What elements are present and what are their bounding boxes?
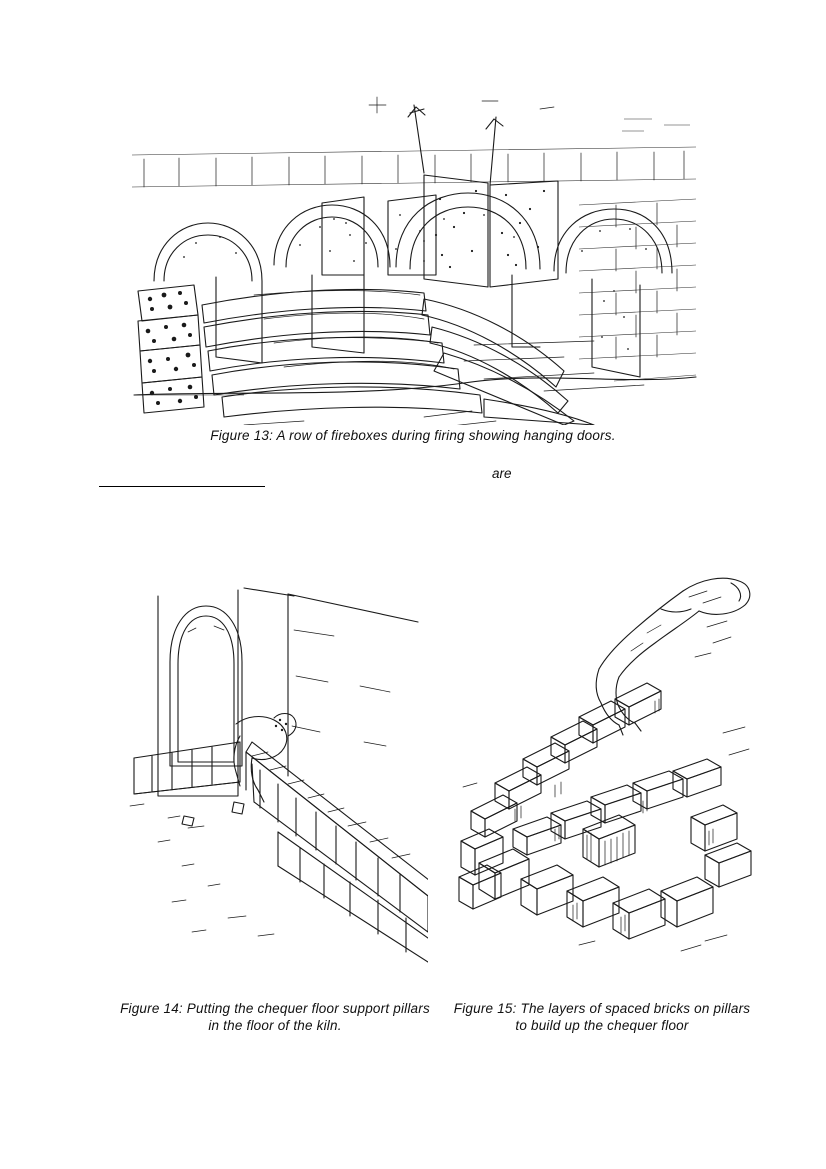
- footnote-rule: [99, 486, 265, 487]
- figure-14-image: [128, 566, 428, 966]
- figure-13-image: [124, 95, 704, 425]
- figure-13-caption: Figure 13: A row of fireboxes during firing showing hanging doors.: [210, 428, 616, 443]
- figure-15-caption: Figure 15: The layers of spaced bricks on pillars to build up the chequer floor: [453, 1001, 751, 1033]
- figure-15-image: [455, 573, 755, 963]
- body-stray-word: are: [492, 466, 512, 481]
- figure-14-caption: Figure 14: Putting the chequer floor support pillars in the floor of the kiln.: [120, 1001, 430, 1033]
